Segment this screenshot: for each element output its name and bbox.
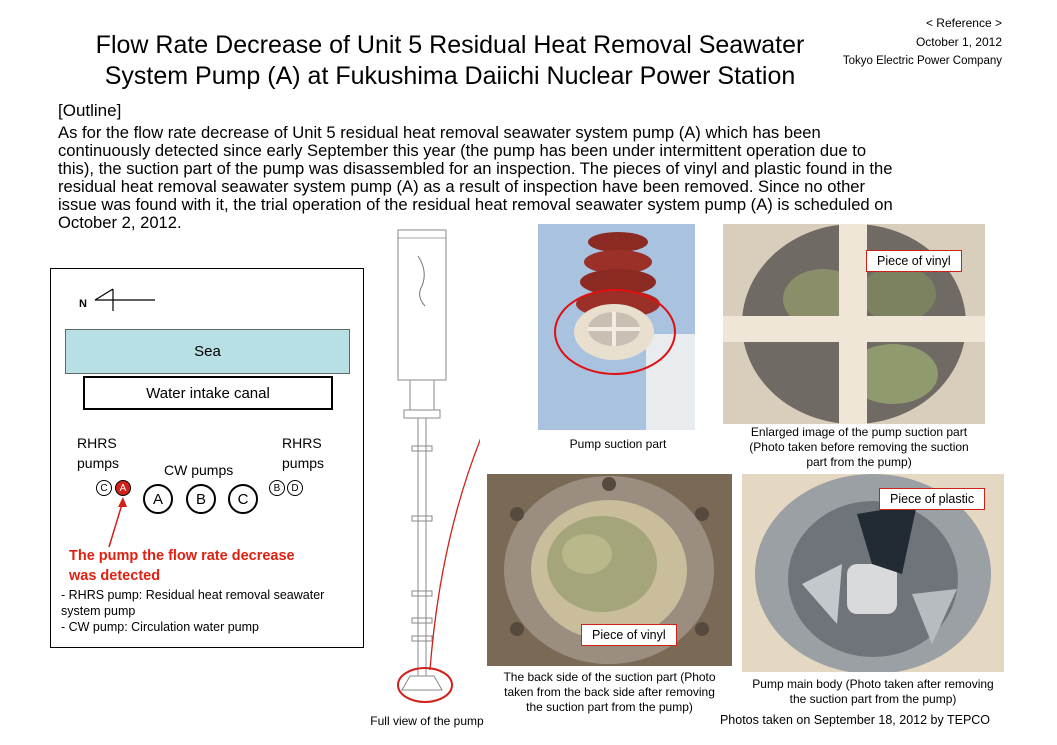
- note-cw: - CW pump: Circulation water pump: [61, 620, 259, 634]
- company-name: Tokyo Electric Power Company: [842, 55, 1002, 67]
- enlarged-vinyl-tag: Piece of vinyl: [866, 250, 962, 272]
- site-map-panel: [50, 268, 364, 648]
- outline-line: October 2, 2012.: [58, 213, 182, 232]
- full-view-caption: Full view of the pump: [370, 714, 484, 728]
- outline-body: [58, 124, 1008, 232]
- north-arrow-icon: [91, 287, 161, 313]
- pump-a-rhrs-detected: A: [115, 480, 131, 496]
- body-caption-1: Pump main body (Photo taken after removing: [752, 677, 994, 691]
- pump-b-rhrs: B: [269, 480, 285, 496]
- back-caption-1: The back side of the suction part (Photo: [503, 670, 716, 684]
- suction-caption: Pump suction part: [569, 437, 667, 451]
- enlarged-caption: [728, 425, 990, 470]
- back-side-photo: [487, 474, 732, 666]
- back-caption-3: the suction part from the pump): [526, 700, 693, 714]
- body-caption: [742, 677, 1004, 707]
- outline-line: As for the flow rate decrease of Unit 5 residual heat removal seawater system pump (A) which has been: [58, 123, 821, 142]
- enlarged-suction-photo: [723, 224, 985, 424]
- photo-credit: Photos taken on September 18, 2012 by TEPCO: [719, 713, 991, 727]
- water-intake-canal: Water intake canal: [83, 376, 333, 410]
- enlarged-caption-1: Enlarged image of the pump suction part: [750, 425, 968, 439]
- outline-label: [Outline]: [58, 101, 122, 120]
- pump-suction-photo: [538, 224, 695, 430]
- page-title: [40, 30, 860, 92]
- detected-pointer-arrow: [101, 495, 141, 551]
- outline-line: issue was found with it, the trial operation of the residual heat removal seawater system pump (A) is scheduled on: [58, 195, 893, 214]
- note-rhrs-cont: system pump: [61, 604, 136, 618]
- outline-line: this), the suction part of the pump was disassembled for an inspection. The pieces of vinyl and plastic found in the: [58, 159, 893, 178]
- detected-text-2: was detected: [69, 568, 161, 584]
- legend-notes: [61, 587, 361, 635]
- outline-line: residual heat removal seawater system pump (A) as a result of inspection have been removed. Since no other: [58, 177, 866, 196]
- pump-b-cw: B: [186, 484, 216, 514]
- detected-callout: [69, 546, 295, 586]
- detected-text-1: The pump the flow rate decrease: [69, 548, 295, 564]
- rhrs-right-label-1: RHRS: [282, 435, 322, 451]
- cw-pumps-label: CW pumps: [164, 462, 234, 478]
- enlarged-caption-2: (Photo taken before removing the suction: [749, 440, 969, 454]
- rhrs-right-label-2: pumps: [282, 455, 325, 471]
- enlarged-caption-3: part from the pump): [806, 455, 912, 469]
- north-label: N: [79, 298, 87, 310]
- reference-date: October 1, 2012: [915, 35, 1002, 49]
- pump-body-photo: [742, 474, 1004, 672]
- pump-a-cw: A: [143, 484, 173, 514]
- rhrs-left-label-1: RHRS: [77, 435, 117, 451]
- body-caption-2: the suction part from the pump): [789, 692, 957, 706]
- pump-c-cw: C: [228, 484, 258, 514]
- back-caption: [487, 670, 732, 715]
- title-line-2: System Pump (A) at Fukushima Daiichi Nuclear Power Station: [104, 62, 796, 90]
- pump-d-rhrs: D: [287, 480, 303, 496]
- body-plastic-tag: Piece of plastic: [879, 488, 985, 510]
- reference-label: < Reference >: [925, 16, 1002, 30]
- back-vinyl-tag: Piece of vinyl: [581, 624, 677, 646]
- pump-c-rhrs: C: [96, 480, 112, 496]
- outline-line: continuously detected since early September this year (the pump has been under intermittent operation due to: [58, 141, 867, 160]
- pump-suction-image: [538, 224, 695, 430]
- note-rhrs: - RHRS pump: Residual heat removal seawater: [61, 588, 325, 602]
- reference-block: [843, 14, 1002, 71]
- rhrs-left-label-2: pumps: [77, 455, 120, 471]
- back-caption-2: taken from the back side after removing: [504, 685, 715, 699]
- pump-full-view-drawing: [370, 226, 480, 716]
- sea-area: Sea: [65, 329, 350, 374]
- title-line-1: Flow Rate Decrease of Unit 5 Residual Heat Removal Seawater: [95, 31, 805, 59]
